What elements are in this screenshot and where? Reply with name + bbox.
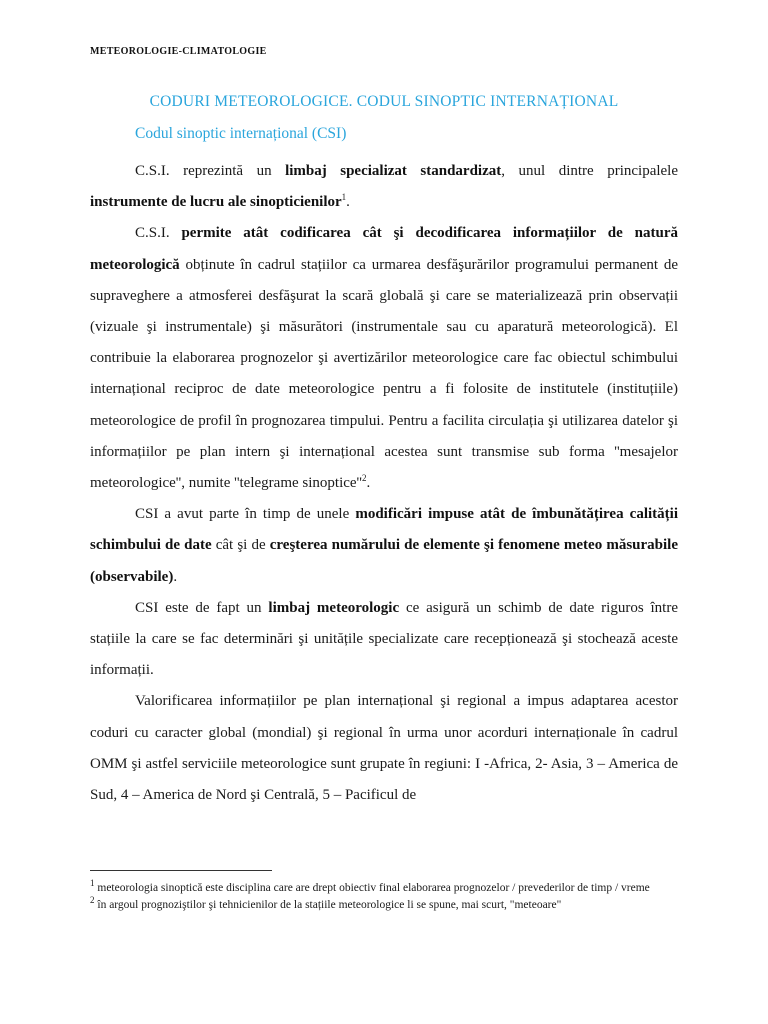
paragraph-2: C.S.I. permite atât codificarea cât şi decodificarea informațiilor de natură meteorologică obținute în cadrul stațiilor ca urmarea desfăşurărilor programului permanent de supraveghere a atmosferei desfăşurat la scară globală şi care se materializează prin observații (vizuale şi instrumentale) şi măsurători (instrumentale sau cu aparatură meteorologică). El contribuie la elaborarea prognozelor şi avertizărilor meteorologice care fac obiectul schimbului internațional reciproc de date meteorologice pentru a fi folosite de institutele (instituțiile) meteorologice de profil în prognozarea timpului. Pentru a facilita circulația şi utilizarea datelor şi informațiilor pe plan intern şi internațional acestea sunt transmise sub forma ''mesajelor meteorologice'', numite ''telegrame $sinoptice''^2$. xyxy=(90,225,678,492)
running-header: METEOROLOGIE-CLIMATOLOGIE xyxy=(90,46,267,57)
footnote-ref-1[interactable]: 1 xyxy=(341,192,347,203)
footnote-2: $^2$ în argoul prognoziştilor şi tehnicienilor de la stațiile meteorologice li se spune, mai scurt, "meteoare" xyxy=(90,894,562,911)
paragraph-1: C.S.I. reprezintă un limbaj specializat standardizat, unul dintre principalele instrumente de lucru ale sinopticienilor$^1$. xyxy=(90,163,678,211)
bold-phrase: limbaj meteorologic xyxy=(268,599,400,616)
bold-phrase: creşterea numărului de elemente şi fenomene meteo măsurabile (observabile) xyxy=(90,537,678,585)
footnote-separator xyxy=(90,870,272,871)
bold-phrase: limbaj specializat standardizat xyxy=(285,163,502,179)
bold-phrase: instrumente de lucru ale sinopticienilor xyxy=(90,194,342,211)
chapter-title: CODURI METEOROLOGICE. CODUL SINOPTIC INTERNAȚIONAL xyxy=(149,93,619,110)
section-subtitle: Codul sinoptic internațional (CSI) xyxy=(135,125,347,142)
bold-phrase: modificări impuse atât de îmbunătățirea calității schimbului de date xyxy=(90,506,678,554)
paragraph-5: Valorificarea informațiilor pe plan internațional şi regional a impus adaptarea acestor coduri cu caracter global (mondial) şi regional în urma unor acorduri internaționale în cadrul OMM şi astfel serviciile meteorologice sunt grupate în regiuni: I -Africa, 2- Asia, 3 – America de Sud, 4 – America de Nord şi Centrală, 5 – Pacificul de xyxy=(90,693,678,804)
bold-phrase: permite atât codificarea cât şi decodificarea informațiilor de natură meteorologică xyxy=(90,225,678,273)
footnote-ref-2[interactable]: 2 xyxy=(361,473,367,484)
footnotes xyxy=(90,880,680,913)
paragraph-3: CSI a avut parte în timp de unele modificări impuse atât de îmbunătățirea calității schimbului de date cât şi de creşterea numărului de elemente şi fenomene meteo măsurabile (observabile). xyxy=(90,506,678,585)
paragraph-4: CSI este de fapt un limbaj meteorologic ce asigură un schimb de date riguros între stațiile la care se fac determinări şi unitățile specializate care recepționează şi stochează aceste informații. xyxy=(90,599,678,679)
footnote-1: $^1$ meteorologia sinoptică este disciplina care are drept obiectiv final elaborarea prognozelor / prevederilor de timp / vreme xyxy=(90,878,650,894)
body-text xyxy=(90,156,678,811)
